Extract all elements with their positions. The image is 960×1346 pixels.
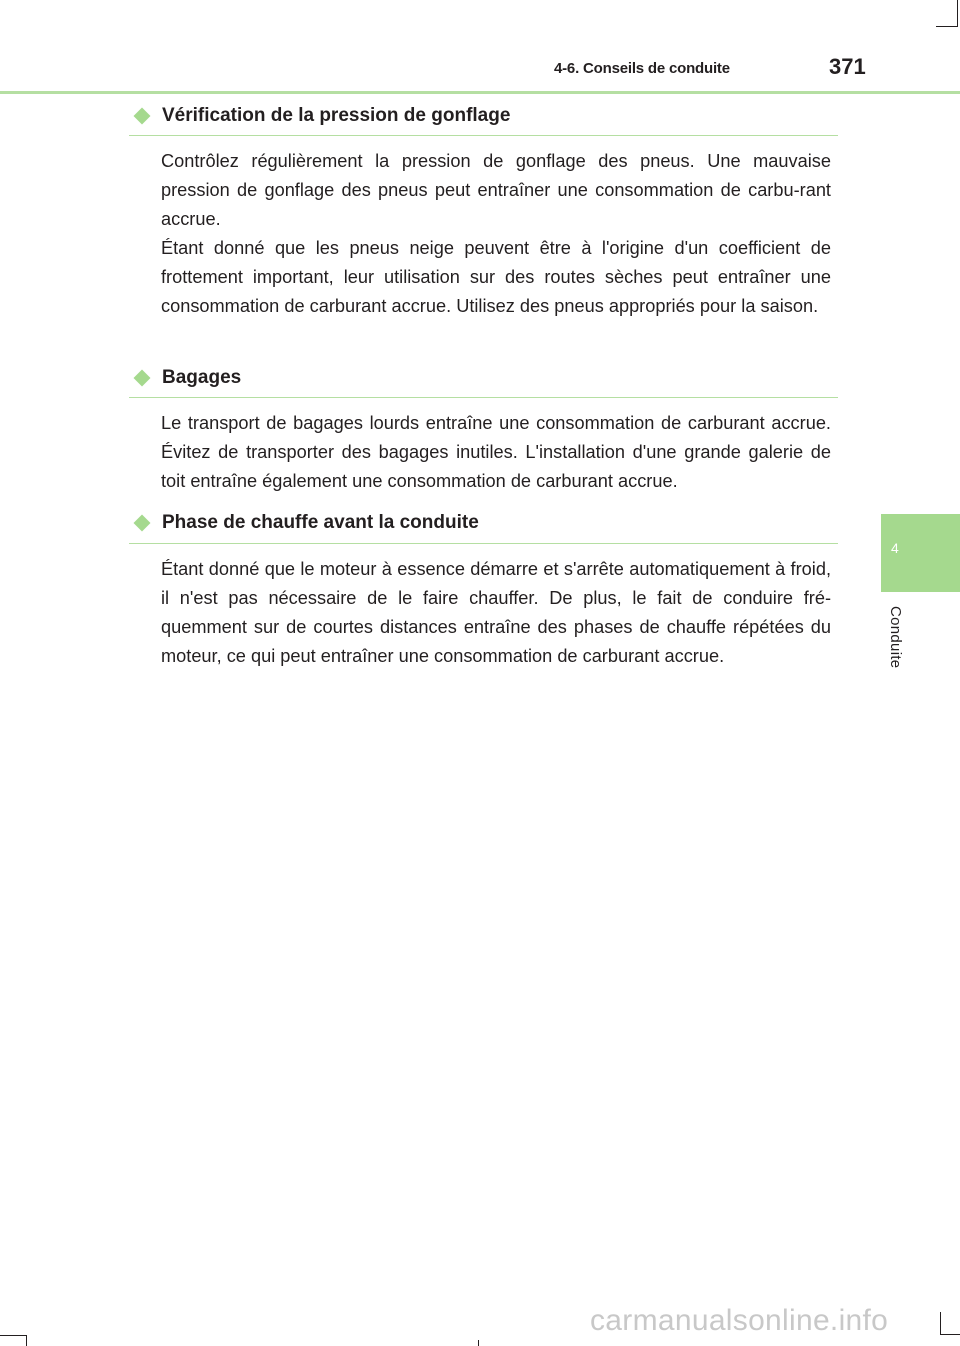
section-body-warmup [161, 555, 831, 671]
paragraph: Étant donné que les pneus neige peuvent être à l'origine d'un coefficient de frottement important, leur utilisation sur des routes sèches peut entraîner une consommation de carburant accrue. Utilisez des pneus appropriés pour la saison. [161, 238, 831, 316]
section-heading-luggage [133, 367, 241, 389]
crop-mark-bottom-left [0, 1335, 26, 1336]
watermark: carmanualsonline.info [590, 1304, 889, 1337]
paragraph: Contrôlez régulièrement la pression de gonflage des pneus. Une mauvaise pression de gonflage des pneus peut entraîner une consommation de carbu-rant accrue. [161, 151, 831, 229]
page-number: 371 [829, 54, 866, 79]
diamond-bullet-icon [134, 108, 151, 125]
chapter-tab-number: 4 [891, 540, 899, 556]
section-heading-warmup [133, 512, 479, 534]
section-body-luggage [161, 409, 831, 496]
chapter-tab-label: Conduite [887, 606, 904, 669]
header-rule [0, 91, 960, 94]
paragraph: Étant donné que le moteur à essence démarre et s'arrête automatiquement à froid, il n'est pas nécessaire de le faire chauffer. De plus, le fait de conduire fré-quemment sur de courtes distances entraîne des phases de chauffe répétées du moteur, ce qui peut entraîner une consommation de carburant accrue. [161, 559, 831, 666]
section-rule [129, 543, 838, 544]
section-rule [129, 397, 838, 398]
diamond-bullet-icon [134, 370, 151, 387]
diamond-bullet-icon [134, 515, 151, 532]
section-heading-pressure [133, 105, 510, 127]
section-heading-text: Bagages [162, 367, 242, 388]
section-heading-text: Vérification de la pression de gonflage [162, 105, 511, 126]
crop-mark-bottom-center [478, 1340, 479, 1346]
paragraph: Le transport de bagages lourds entraîne une consommation de carburant accrue. Évitez de transporter des bagages inutiles. L'installation d'une grande galerie de toit entraîne également une consommation de carburant accrue. [161, 413, 831, 491]
section-rule [129, 135, 838, 136]
crop-mark-bottom-right [940, 1334, 960, 1335]
crop-mark-top-right [957, 0, 958, 26]
crop-mark-top-right [936, 26, 958, 27]
header-section-title: 4-6. Conseils de conduite [554, 60, 730, 77]
section-heading-text: Phase de chauffe avant la conduite [162, 512, 479, 533]
crop-mark-bottom-left [26, 1335, 27, 1346]
crop-mark-bottom-right [940, 1312, 941, 1334]
section-body-pressure [161, 147, 831, 321]
